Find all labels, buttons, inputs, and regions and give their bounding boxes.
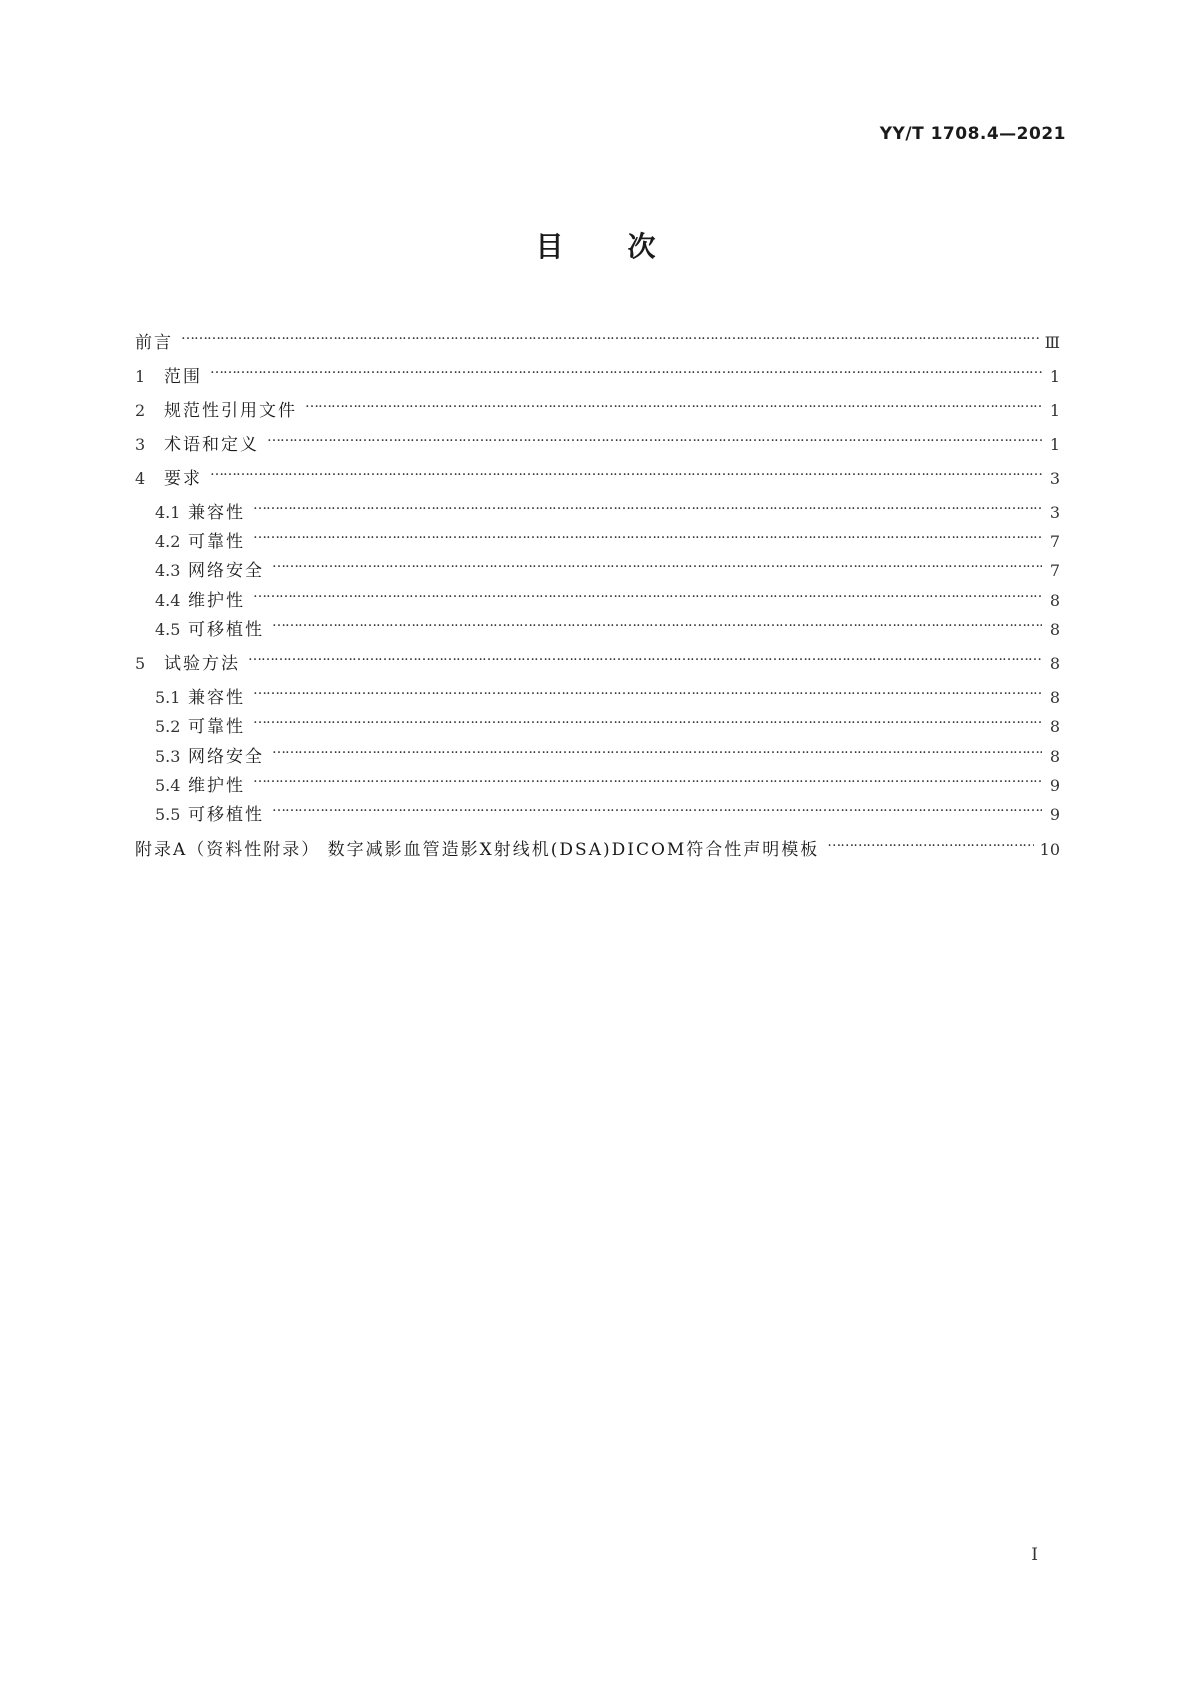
toc-entry-label: 规范性引用文件 (164, 401, 297, 421)
toc-entry-page: 10 (1039, 840, 1060, 859)
toc-entry[interactable] (135, 584, 1060, 612)
toc-entry[interactable] (135, 681, 1060, 709)
toc-dot-leader (272, 554, 1042, 576)
toc-entry-label: 可移植性 (188, 620, 264, 640)
toc-entry[interactable] (135, 428, 1060, 456)
toc-entry-page: 7 (1049, 532, 1060, 551)
toc-entry-page: Ⅲ (1044, 333, 1060, 352)
toc-dot-leader (305, 394, 1042, 416)
toc-entry-number: 2 (135, 401, 146, 420)
toc-entry-number: 5.2 (155, 717, 181, 736)
toc-entry-number: 5.5 (155, 805, 181, 824)
toc-entry-number: 5 (135, 654, 146, 673)
toc-entry-page: 1 (1049, 401, 1060, 420)
toc-dot-leader (253, 496, 1042, 518)
toc-entry-label: 网络安全 (188, 747, 264, 767)
toc-dot-leader (253, 525, 1042, 547)
toc-dot-leader (210, 360, 1042, 382)
toc-entry-label: 兼容性 (188, 688, 245, 708)
toc-entry-label: 可靠性 (188, 717, 245, 737)
toc-entry-page: 9 (1049, 776, 1060, 795)
toc-entry[interactable] (135, 525, 1060, 553)
toc-entry-page: 8 (1049, 620, 1060, 639)
toc-entry-number: 5.1 (155, 688, 181, 707)
toc-entry-page: 8 (1049, 747, 1060, 766)
toc-entry-number: 4.5 (155, 620, 181, 639)
toc-entry-page: 8 (1049, 654, 1060, 673)
toc-entry-page: 3 (1049, 503, 1060, 522)
toc-dot-leader (272, 613, 1042, 635)
toc-entry-number: 3 (135, 435, 146, 454)
toc-entry[interactable] (135, 462, 1060, 490)
toc-dot-leader (253, 681, 1042, 703)
toc-entry[interactable] (135, 740, 1060, 768)
standard-number: YY/T 1708.4—2021 (879, 124, 1066, 144)
toc-dot-leader (253, 769, 1042, 791)
toc-entry[interactable] (135, 769, 1060, 797)
toc-entry-number: 4.1 (155, 503, 181, 522)
toc-entry[interactable] (135, 710, 1060, 738)
toc-entry-page: 9 (1049, 805, 1060, 824)
toc-entry-page: 1 (1049, 367, 1060, 386)
toc-entry-label: 可靠性 (188, 532, 245, 552)
toc-entry-label: 可移植性 (188, 805, 264, 825)
toc-entry-label: 维护性 (188, 776, 245, 796)
toc-entry-label: 附录A（资料性附录） 数字减影血管造影X射线机(DSA)DICOM符合性声明模板 (135, 840, 820, 860)
toc-entry-label: 范围 (164, 367, 202, 387)
toc-entry-label: 前言 (135, 333, 173, 353)
toc-dot-leader (181, 326, 1039, 348)
toc-entry-label: 试验方法 (164, 654, 240, 674)
toc-dot-leader (267, 428, 1042, 450)
toc-entry-page: 7 (1049, 561, 1060, 580)
toc-dot-leader (827, 833, 1033, 855)
toc-entry[interactable] (135, 554, 1060, 582)
toc-entry-number: 5.4 (155, 776, 181, 795)
toc-entry-label: 网络安全 (188, 561, 264, 581)
toc-entry[interactable] (135, 613, 1060, 641)
toc-dot-leader (248, 647, 1042, 669)
toc-entry[interactable] (135, 326, 1060, 354)
toc-entry[interactable] (135, 360, 1060, 388)
toc-dot-leader (272, 740, 1042, 762)
toc-entry-page: 8 (1049, 688, 1060, 707)
toc-entry[interactable] (135, 496, 1060, 524)
toc-entry-label: 维护性 (188, 591, 245, 611)
toc-entry-page: 8 (1049, 591, 1060, 610)
footer-page-number: I (1031, 1545, 1038, 1565)
toc-entry[interactable] (135, 394, 1060, 422)
toc-entry[interactable] (135, 833, 1060, 861)
toc-entry-page: 3 (1049, 469, 1060, 488)
toc-entry-label: 兼容性 (188, 503, 245, 523)
toc-entry-number: 4 (135, 469, 146, 488)
toc-title: 目次 (535, 230, 720, 263)
toc-entry-number: 4.2 (155, 532, 181, 551)
toc-entry-number: 4.4 (155, 591, 181, 610)
toc-entry-label: 要求 (164, 469, 202, 489)
toc-entry-page: 8 (1049, 717, 1060, 736)
toc-dot-leader (253, 710, 1042, 732)
toc-entry-label: 术语和定义 (164, 435, 259, 455)
toc-dot-leader (210, 462, 1042, 484)
toc-entry-page: 1 (1049, 435, 1060, 454)
toc-entry-number: 4.3 (155, 561, 181, 580)
toc-entry[interactable] (135, 798, 1060, 826)
toc-entry[interactable] (135, 647, 1060, 675)
toc-entry-number: 1 (135, 367, 146, 386)
toc-dot-leader (253, 584, 1042, 606)
toc-dot-leader (272, 798, 1042, 820)
toc-entry-number: 5.3 (155, 747, 181, 766)
